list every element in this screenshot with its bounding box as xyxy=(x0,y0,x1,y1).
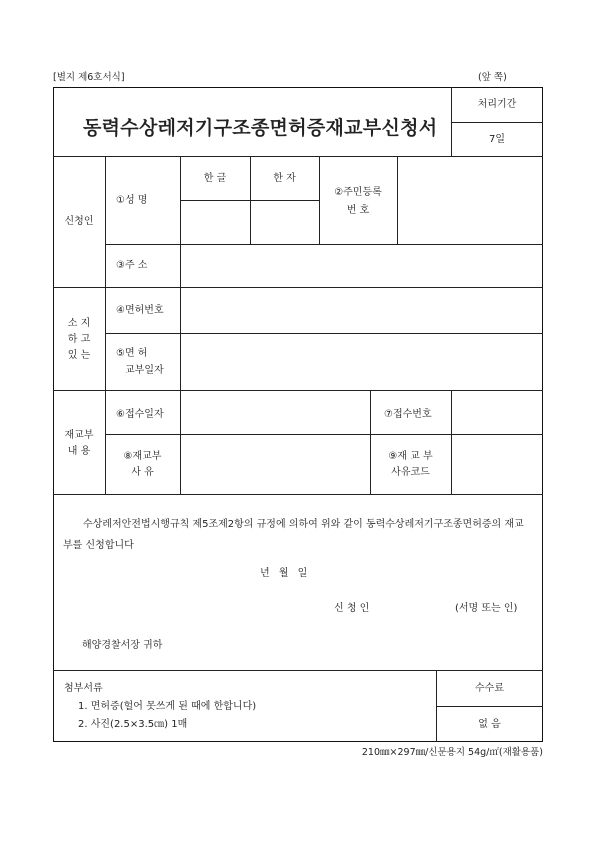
reason-code-label-2: 사유코드 xyxy=(391,467,430,478)
divider xyxy=(436,706,543,707)
license-number-label: ④면허번호 xyxy=(116,305,164,316)
issue-date-label-2: 교부일자 xyxy=(125,365,164,376)
divider xyxy=(53,287,543,288)
divider xyxy=(397,156,398,244)
divider xyxy=(53,670,543,671)
divider xyxy=(180,200,319,201)
holder-section-label-2: 하 고 xyxy=(67,334,91,345)
name-label: ①성 명 xyxy=(116,195,148,206)
divider xyxy=(53,494,543,495)
divider xyxy=(53,390,543,391)
signature-note: (서명 또는 인) xyxy=(455,603,518,614)
processing-period-label: 처리기간 xyxy=(477,99,517,110)
page-side-label: (앞 쪽) xyxy=(478,72,507,83)
divider xyxy=(105,434,543,435)
address-label: ③주 소 xyxy=(116,260,148,271)
form-number: [별지 제6호서식] xyxy=(53,72,125,83)
receipt-date-label: ⑥접수일자 xyxy=(116,409,164,420)
form-title: 동력수상레저기구조종면허증재교부신청서 xyxy=(83,117,438,139)
holder-section-label-3: 있 는 xyxy=(67,350,91,361)
addressee: 해양경찰서장 귀하 xyxy=(82,640,163,651)
reissue-section-label-2: 내 용 xyxy=(67,446,91,457)
divider xyxy=(105,156,106,390)
attachment-item: 1. 면허증(헐어 못쓰게 된 때에 한합니다) xyxy=(78,701,257,712)
rrn-label-2: 번 호 xyxy=(346,205,370,216)
declaration-date: 년 월 일 xyxy=(260,568,308,579)
fee-value: 없 음 xyxy=(478,719,501,730)
hangul-label: 한 글 xyxy=(203,173,227,184)
receipt-number-label: ⑦접수번호 xyxy=(384,409,432,420)
processing-period-value: 7일 xyxy=(488,134,506,145)
divider xyxy=(180,390,181,494)
applicant-section-label: 신청인 xyxy=(64,216,94,227)
holder-section-label-1: 소 지 xyxy=(67,318,91,329)
issue-date-label: ⑤면 허 xyxy=(116,348,148,359)
divider xyxy=(180,287,181,390)
divider xyxy=(451,122,543,123)
divider xyxy=(180,244,181,287)
reason-label-2: 사 유 xyxy=(131,467,154,478)
hanja-label: 한 자 xyxy=(273,173,296,184)
rrn-label: ②주민등록 xyxy=(334,187,382,198)
attachments-title: 첨부서류 xyxy=(64,683,103,694)
attachment-item: 2. 사진(2.5×3.5㎝) 1매 xyxy=(78,719,188,730)
reason-code-label: ⑨재 교 부 xyxy=(388,451,433,462)
declaration-text: 수상레저안전법시행규칙 제5조제2항의 규정에 의하여 위와 같이 동력수상레저기구조종면허증의 재교부를 신청합니다 xyxy=(63,519,524,551)
divider xyxy=(105,244,543,245)
divider xyxy=(53,156,543,157)
applicant-signature-label: 신 청 인 xyxy=(334,603,370,614)
fee-label: 수수료 xyxy=(475,683,504,694)
paper-spec: 210㎜×297㎜/신문용지 54g/㎡(재활용품) xyxy=(361,747,543,758)
reissue-section-label-1: 재교부 xyxy=(64,430,94,441)
divider xyxy=(105,333,543,334)
divider xyxy=(319,156,320,244)
divider xyxy=(451,390,452,494)
reason-label: ⑧재교부 xyxy=(123,451,162,462)
